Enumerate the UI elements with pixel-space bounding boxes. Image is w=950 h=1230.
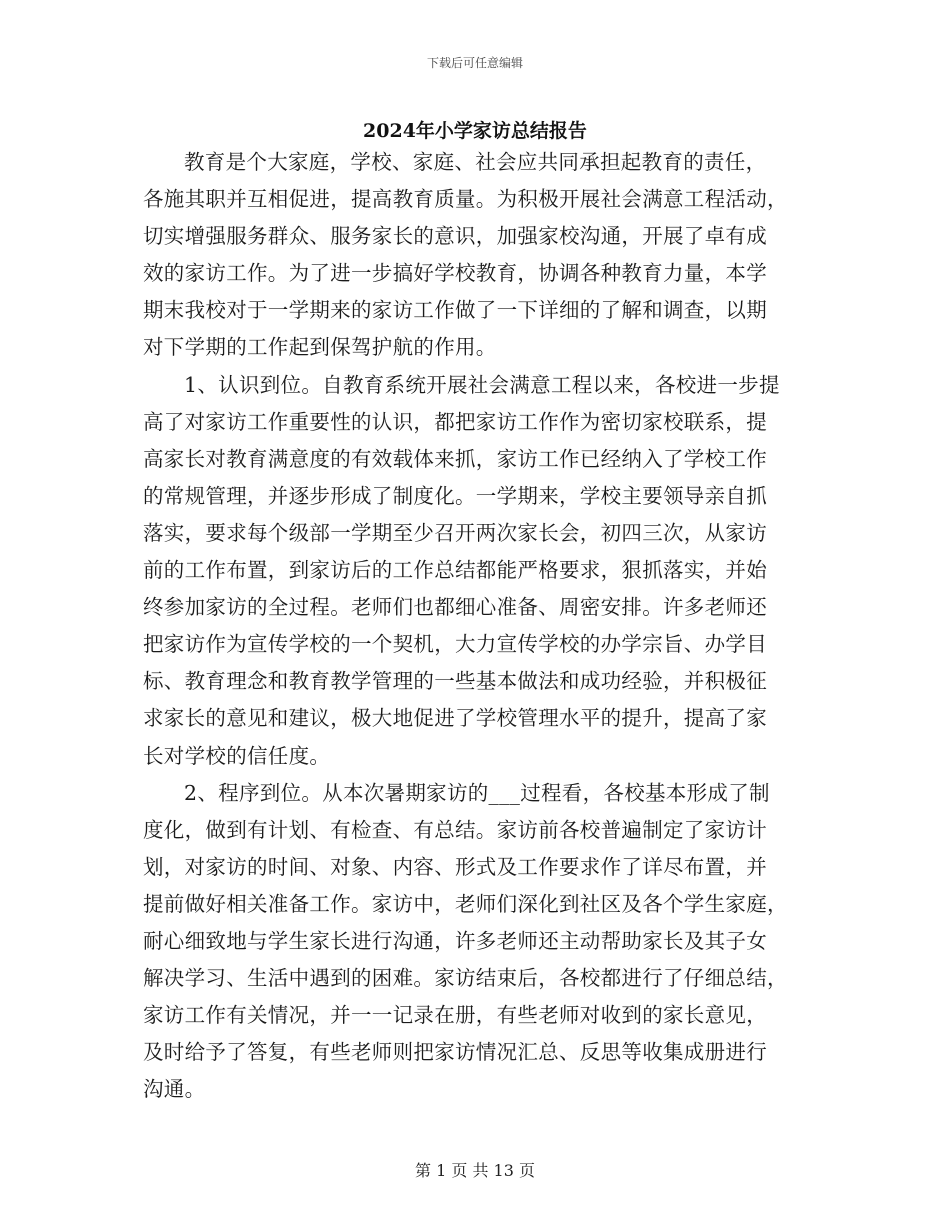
paragraph-intro: 教育是个大家庭，学校、家庭、社会应共同承担起教育的责任， 各施其职并互相促进，提高教育质量。为积极开展社会满意工程活动， 切实增强服务群众、服务家长的意识，加强家校沟通，开展了卓有成 效的家访工作。为了进一步搞好学校教育，协调各种教育力量，本学 期末我校对于一学期来的家访工作做了一下详细的了解和调查，以期 对下学期的工作起到保驾护航的作用。: [143, 150, 788, 360]
document-body: [143, 144, 807, 1108]
document-title: 2024年小学家访总结报告: [363, 120, 587, 142]
page-number: 第 1 页 共 13 页: [415, 1161, 535, 1180]
page-header-note: 下载后可任意编辑: [426, 56, 523, 70]
paragraph-procedure: 2、程序到位。从本次暑期家访的___过程看，各校基本形成了制 度化，做到有计划、有检查、有总结。家访前各校普遍制定了家访计 划，对家访的时间、对象、内容、形式及工作要求作了详尽布置，并 提前做好相关准备工作。家访中，老师们深化到社区及各个学生家庭， 耐心细致地与学生家长进行沟通，许多老师还主动帮助家长及其子女 解决学习、生活中遇到的困难。家访结束后，各校都进行了仔细总结， 家访工作有关情况，并一一记录在册，有些老师对收到的家长意见， 及时给予了答复，有些老师则把家访情况汇总、反思等收集成册进行 沟通。: [143, 780, 788, 1102]
paragraph-awareness: 1、认识到位。自教育系统开展社会满意工程以来，各校进一步提 高了对家访工作重要性的认识，都把家访工作作为密切家校联系，提 高家长对教育满意度的有效载体来抓，家访工作已经纳入了学校工作 的常规管理，并逐步形成了制度化。一学期来，学校主要领导亲自抓 落实，要求每个级部一学期至少召开两次家长会，初四三次，从家访 前的工作布置，到家访后的工作总结都能严格要求，狠抓落实，并始 终参加家访的全过程。老师们也都细心准备、周密安排。许多老师还 把家访作为宣传学校的一个契机，大力宣传学校的办学宗旨、办学目 标、教育理念和教育教学管理的一些基本做法和成功经验，并积极征 求家长的意见和建议，极大地促进了学校管理水平的提升，提高了家 长对学校的信任度。: [143, 372, 780, 768]
